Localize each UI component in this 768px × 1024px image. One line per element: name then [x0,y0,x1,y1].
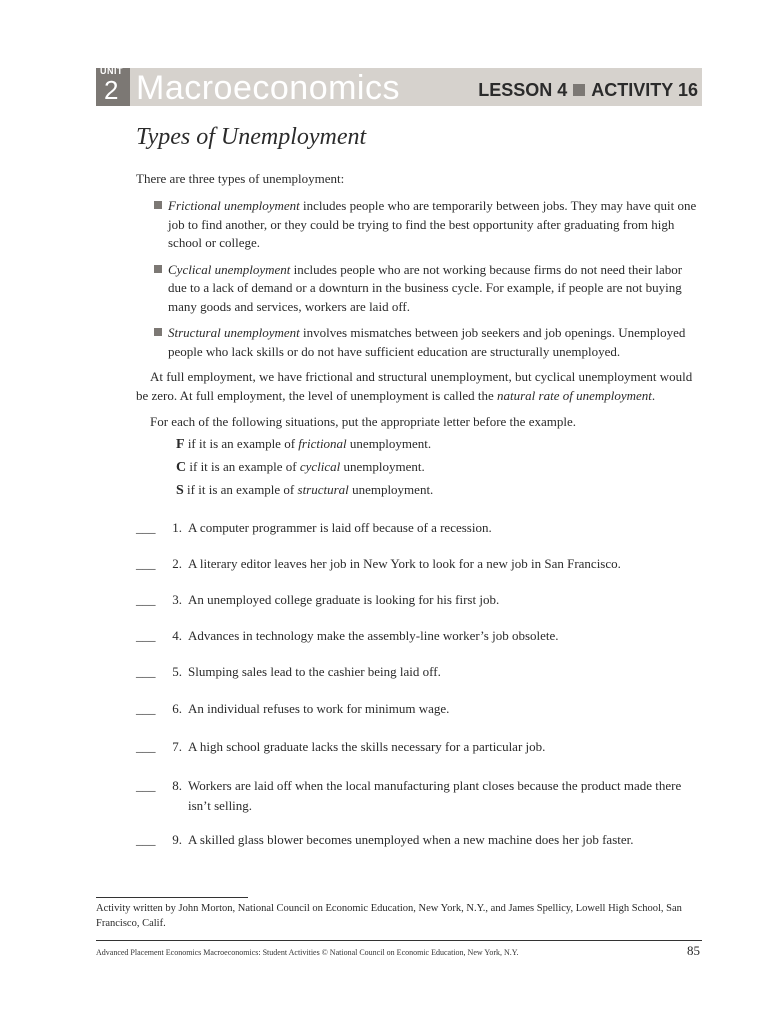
question-number: 7. [172,739,182,754]
key-text: if it is an example of [184,436,299,451]
lesson-activity [478,78,698,102]
lesson-label: LESSON 4 [478,80,568,100]
question-text: A skilled glass blower becomes unemployed when a new machine does her job faster. [188,832,634,847]
key-item-c [176,459,425,476]
subject-title: Macroeconomics [136,69,400,107]
type-term: Frictional unemployment [168,198,300,213]
question-number: 9. [172,832,182,847]
instructions: For each of the following situations, put the appropriate letter before the example. [150,414,576,429]
type-item-cyclical [154,261,702,317]
key-text: unemployment. [348,482,434,497]
key-letter: F [176,437,185,452]
answer-blank[interactable]: ___ [136,520,156,535]
key-term: structural [297,482,349,497]
key-text: unemployment. [346,436,432,451]
question-text: Workers are laid off when the local manufacturing plant closes because the product made there isn’t selling. [188,778,682,813]
types-list [154,197,702,369]
answer-blank[interactable]: ___ [136,701,156,716]
answer-blank[interactable]: ___ [136,739,156,754]
question-text: Advances in technology make the assembly-line worker’s job obsolete. [188,628,559,643]
square-bullet-icon [154,201,162,209]
footer-divider [96,940,702,941]
question-text: An unemployed college graduate is looking for his first job. [188,592,500,607]
full-employment-end: . [651,387,656,403]
key-item-s [176,482,433,499]
question-text: A high school graduate lacks the skills necessary for a particular job. [188,739,546,754]
activity-label: ACTIVITY 16 [591,80,698,100]
type-item-structural [154,324,702,361]
question-number: 2. [172,556,182,571]
question-text: An individual refuses to work for minimum wage. [188,701,450,716]
source-citation: Advanced Placement Economics Macroeconomics: Student Activities © National Council on Economic Education, New York, N.Y. [96,948,519,957]
question-number: 4. [172,628,182,643]
answer-blank[interactable]: ___ [136,592,156,607]
type-item-frictional [154,197,702,253]
answer-blank[interactable]: ___ [136,556,156,571]
type-text: includes people who are temporarily between jobs. They may have quit one job to find another, or they could be trying to find the best opportunity after graduating from high school or college. [168,198,697,250]
key-item-f [176,436,431,453]
type-term: Structural unemployment [168,325,300,340]
unit-label: UNIT [100,66,123,76]
question-number: 6. [172,701,182,716]
question-text: A literary editor leaves her job in New York to look for a new job in San Francisco. [188,556,621,571]
question-number: 3. [172,592,182,607]
key-term: frictional [298,436,347,451]
page-title: Types of Unemployment [136,124,367,150]
page-number: 85 [687,943,700,958]
question-number: 5. [172,664,182,679]
footnote-divider [96,897,248,898]
square-bullet-icon [154,328,162,336]
key-letter: C [176,460,187,475]
key-text: if it is an example of [186,459,300,474]
natural-rate-term: natural rate of unemployment [497,387,652,403]
square-bullet-icon [154,265,162,273]
type-term: Cyclical unemployment [168,261,291,277]
answer-blank[interactable]: ___ [136,778,156,793]
key-letter: S [176,483,184,498]
answer-blank[interactable]: ___ [136,832,156,847]
unit-number: 2 [104,75,119,105]
question-number: 1. [172,520,182,535]
question-number: 8. [172,778,182,793]
full-employment-text: At full employment, we have frictional and structural unemployment, but cyclical unemployment would be zero. At full employment, the level of unemployment is called the [136,369,693,403]
type-text: includes people who are not working because firms do not need their labor due to a lack of demand or a downturn in the business cycle. For example, if people are not buying many goods and services, workers are laid off. [168,261,683,314]
type-text: involves mismatches between job seekers and job openings. Unemployed people who lack skills or do not have sufficient education are structurally unemployed. [168,325,686,359]
answer-blank[interactable]: ___ [136,628,156,643]
author-credit: Activity written by John Morton, National Council on Economic Education, New York, N.Y., and James Spellicy, Lowell High School, San Francisco, Calif. [96,903,682,929]
key-term: cyclical [299,459,341,474]
square-separator-icon [573,84,585,96]
key-text: unemployment. [340,459,425,474]
question-text: Slumping sales lead to the cashier being laid off. [188,664,441,679]
full-employment-paragraph [136,368,702,405]
question-text: A computer programmer is laid off because of a recession. [188,520,492,535]
intro-text: There are three types of unemployment: [136,171,345,186]
answer-blank[interactable]: ___ [136,664,156,679]
key-text: if it is an example of [183,482,298,497]
